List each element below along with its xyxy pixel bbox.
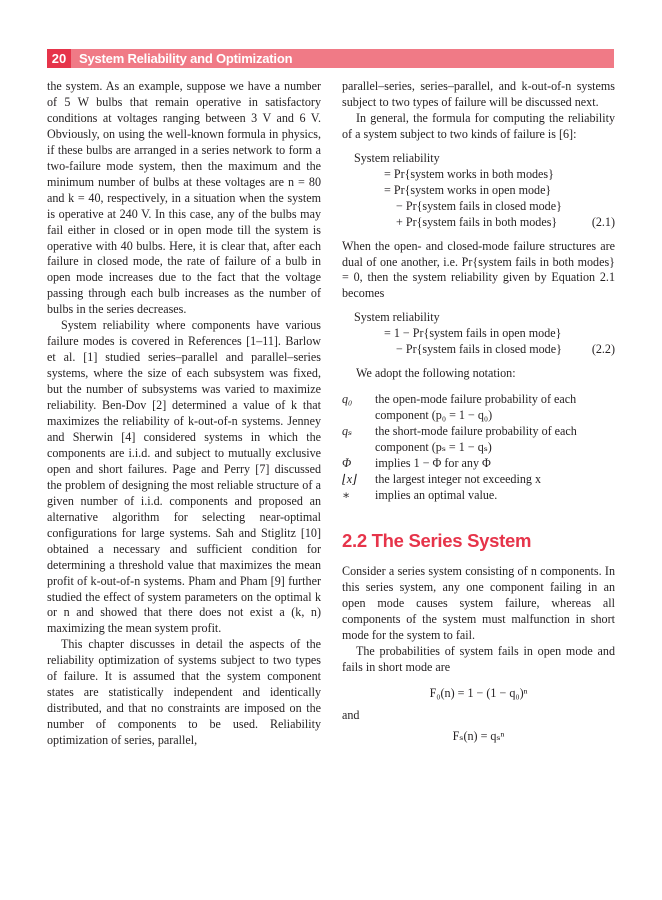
paragraph: Consider a series system consisting of n components. In this series system, any one component failing in an open mode causes system failure, whereas all components of the system must malfunction in short mode for the system to fail. — [342, 563, 615, 642]
left-column — [47, 79, 321, 749]
paragraph: The probabilities of system fails in open mode and fails in short mode are — [342, 643, 615, 674]
paragraph: In general, the formula for computing the reliability of a system subject to two kinds of failure is [6]: — [342, 110, 615, 141]
equation-label: System reliability — [354, 150, 440, 165]
equation-text: + Pr{system fails in both modes} — [396, 214, 558, 229]
paragraph: We adopt the following notation: — [356, 366, 516, 381]
section-heading: 2.2 The Series System — [342, 529, 532, 551]
connector-text: and — [342, 707, 360, 722]
notation-symbol: Φ — [342, 456, 352, 471]
notation-text: implies an optimal value. — [375, 487, 498, 502]
notation-symbol: ⌊x⌋ — [342, 471, 357, 486]
notation-text: implies 1 − Φ for any Φ — [375, 456, 491, 471]
equation-2-2 — [354, 310, 615, 358]
paragraph: System reliability where components have various failure modes is covered in References [1–11]. Barlow et al. [1] studied series–parallel and parallel–series systems, where the size of each subsystem was fixed, but the number of subsystems was varied to maximize reliability. Ben-Dov [2] determined a value of k that maximizes the reliability of k-out-of-n systems. Jenney and Sherwin [4] considered systems in which the components are i.i.d. and subject to mutually exclusive open and short failures. Page and Perry [7] discussed the problem of designing the most reliable structure of a given number of i.i.d. components and proposed an alternative algorithm for selecting near-optimal configurations for large systems. Sah and Stiglitz [10] obtained a necessary and sufficient condition for determining a threshold value that maximizes the mean profit of k-out-of-n systems. Pham and Pham [9] further studied the effect of system parameters on the optimal k or n and showed that there does not exist a (k, n) maximizing the mean system profit. — [47, 318, 321, 636]
equation-line-tagged — [354, 342, 615, 358]
equation-short-mode: Fₛ(n) = qₛⁿ — [452, 729, 505, 744]
paragraph: When the open- and closed-mode failure structures are dual of one another, i.e. Pr{system fails in both modes} = 0, then the system reliability given by Equation 2.1 becomes — [342, 238, 615, 301]
paragraph: the system. As an example, suppose we have a number of 5 W bulbs that remain operative in satisfactory conditions at voltages ranging between 3 V and 6 V. Obviously, on using the well-known formula in physics, if these bulbs are arranged in a series network to form a two-failure mode system, then the maximum and the minimum number of bulbs at these voltages are n = 80 and k = 40, respectively, in a situation when the system is operative at 240 V. In this case, any of the bulbs may fail either in closed or in open mode till the system is operative with 40 bulbs. Here, it is clear that, after each failure in closed mode, the rate of failure of a bulb in open mode increases due to the fact that the voltage passing through each bulb increases as the number of bulbs in the series decreases. — [47, 79, 321, 317]
page-number: 20 — [47, 49, 71, 68]
notation-item — [342, 472, 615, 488]
right-column — [342, 79, 615, 751]
notation-text: the open-mode failure probability of each component (p₀ = 1 − q₀) — [375, 392, 577, 423]
running-header — [47, 49, 614, 68]
equation-line: = Pr{system works in both modes} — [384, 166, 554, 181]
notation-text: the largest integer not exceeding x — [375, 471, 542, 486]
running-title: System Reliability and Optimization — [79, 51, 293, 66]
equation-line: = 1 − Pr{system fails in open mode} — [384, 326, 562, 341]
equation-line-tagged — [354, 215, 615, 231]
equation-number: (2.2) — [591, 342, 615, 357]
equation-text: − Pr{system fails in closed mode} — [396, 342, 562, 357]
notation-item — [342, 488, 615, 504]
notation-item — [342, 456, 615, 472]
paragraph: This chapter discusses in detail the aspects of the reliability optimization of systems subject to two types of failure. It is assumed that the system component states are statistically independent and identically distributed, and that no constraints are imposed on the number of components to be used. Reliability optimization of series, parallel, — [47, 637, 321, 748]
notation-list — [342, 392, 615, 504]
equation-number: (2.1) — [591, 214, 615, 229]
equation-label: System reliability — [354, 310, 440, 325]
equation-open-mode: F₀(n) = 1 − (1 − q₀)ⁿ — [429, 685, 528, 700]
notation-text: the short-mode failure probability of each component (pₛ = 1 − qₛ) — [375, 424, 577, 455]
paragraph: parallel–series, series–parallel, and k-out-of-n systems subject to two types of failure will be discussed next. — [342, 79, 615, 109]
notation-item — [342, 392, 615, 424]
notation-item — [342, 424, 615, 456]
equation-2-1 — [354, 151, 615, 231]
notation-symbol: ∗ — [342, 487, 351, 502]
equation-line: = Pr{system works in open mode} — [384, 182, 552, 197]
notation-symbol: q₀ — [342, 392, 353, 407]
equation-line: − Pr{system fails in closed mode} — [396, 198, 562, 213]
notation-symbol: qₛ — [342, 424, 353, 439]
